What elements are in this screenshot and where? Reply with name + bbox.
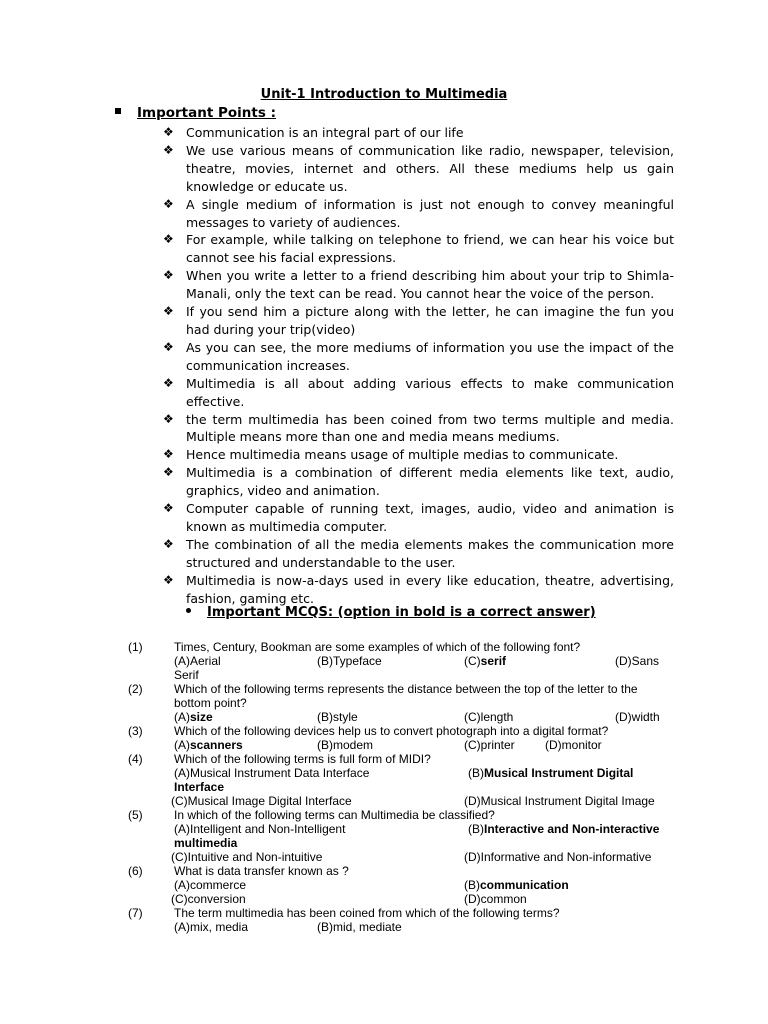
diamond-bullet-icon: ❖ [163,304,174,319]
option-d: (D)width [615,710,660,724]
question-number: (6) [128,864,143,878]
square-bullet-icon [115,108,121,114]
option-b: (B)style [317,710,358,724]
option-b: (B)Typeface [317,654,382,668]
option-d: (D)common [464,892,527,906]
question-text: Times, Century, Bookman are some examples of which of the following font? [174,640,581,654]
option-a: (A)Intelligent and Non-Intelligent [174,822,346,836]
option-d: (D)Informative and Non-informative [464,850,652,864]
diamond-bullet-icon: ❖ [163,142,174,157]
option-b-continued: multimedia [174,836,238,850]
important-points-list [163,124,674,607]
question-text: Which of the following terms is full form of MIDI? [174,752,431,766]
option-d: (D)Musical Instrument Digital Image [464,794,655,808]
option-d-continued: Serif [174,668,199,682]
option-b: (B)communication [464,878,569,892]
question-text: What is data transfer known as ? [174,864,349,878]
option-a: (A)Aerial [174,654,221,668]
question-text-continued: bottom point? [174,696,247,710]
important-points-heading: Important Points : [115,104,276,122]
round-bullet-icon [186,608,191,613]
mcq-heading: Important MCQS: (option in bold is a correct answer) [186,604,596,622]
option-b: (B)Interactive and Non-interactive [468,822,660,836]
list-item: ❖ the term multimedia has been coined from two terms multiple and media. Multiple means more than one and media means mediums. [163,411,674,445]
question-number: (3) [128,724,143,738]
list-item: ❖ When you write a letter to a friend describing him about your trip to Shimla-Manali, only the text can be read. You cannot hear the voice of the person. [163,268,674,302]
diamond-bullet-icon: ❖ [163,411,174,426]
question-number: (5) [128,808,143,822]
list-item: ❖ Multimedia is a combination of different media elements like text, audio, graphics, video and animation. [163,465,674,499]
option-a: (A)scanners [174,738,243,752]
option-c: (C)conversion [171,892,246,906]
question-text: Which of the following terms represents the distance between the top of the letter to the [174,682,638,696]
option-a: (A)mix, media [174,920,249,934]
document-title: Unit-1 Introduction to Multimedia [260,87,508,102]
diamond-bullet-icon: ❖ [163,196,174,211]
diamond-bullet-icon: ❖ [163,125,174,139]
option-a: (A)Musical Instrument Data Interface [174,766,370,780]
option-a: (A)size [174,710,213,724]
diamond-bullet-icon: ❖ [163,536,174,551]
list-item: ❖ We use various means of communication like radio, newspaper, television, theatre, movies, internet and others. All these mediums help us gain knowledge or educate us. [163,142,674,194]
option-c: (C)printer [464,738,515,752]
diamond-bullet-icon: ❖ [163,447,174,462]
diamond-bullet-icon: ❖ [163,375,174,390]
question-number: (4) [128,752,143,766]
list-item: ❖ The combination of all the media elements makes the communication more structured and understandable to the user. [163,536,674,570]
list-item: ❖ Communication is an integral part of our life [163,125,464,140]
list-item: ❖ Hence multimedia means usage of multiple medias to communicate. [163,447,619,463]
question-text: The term multimedia has been coined from which of the following terms? [174,906,560,920]
option-a: (A)commerce [174,878,247,892]
question-number: (1) [128,640,143,654]
diamond-bullet-icon: ❖ [163,572,174,587]
list-item: ❖ A single medium of information is just not enough to convey meaningful messages to variety of audiences. [163,196,674,230]
list-item: ❖ For example, while talking on telephone to friend, we can hear his voice but cannot see his facial expressions. [163,232,674,266]
list-item: ❖ As you can see, the more mediums of information you use the impact of the communication increases. [163,339,674,373]
diamond-bullet-icon: ❖ [163,501,174,516]
question-number: (7) [128,906,143,920]
option-b: (B)mid, mediate [317,920,402,934]
option-b: (B)Musical Instrument Digital [468,766,634,780]
list-item: ❖ Multimedia is all about adding various effects to make communication effective. [163,375,674,409]
option-d: (D)monitor [545,738,602,752]
list-item: ❖ If you send him a picture along with the letter, he can imagine the fun you had during your trip(video) [163,304,674,337]
list-item: ❖ Multimedia is now-a-days used in every like education, theatre, advertising, fashion, gaming etc. [163,572,674,606]
option-c: (C)Musical Image Digital Interface [171,794,352,808]
diamond-bullet-icon: ❖ [163,268,174,283]
question-number: (2) [128,682,143,696]
option-d: (D)Sans [615,654,660,668]
option-c: (C)serif [464,654,507,668]
diamond-bullet-icon: ❖ [163,339,174,354]
option-c: (C)length [464,710,514,724]
diamond-bullet-icon: ❖ [163,232,174,247]
diamond-bullet-icon: ❖ [163,465,174,480]
question-text: In which of the following terms can Multimedia be classified? [174,808,495,822]
option-c: (C)Intuitive and Non-intuitive [171,850,323,864]
list-item: ❖ Computer capable of running text, images, audio, video and animation is known as multimedia computer. [163,501,674,534]
option-b: (B)modem [317,738,374,752]
option-b-continued: Interface [174,780,225,794]
question-text: Which of the following devices help us to convert photograph into a digital format? [174,724,609,738]
